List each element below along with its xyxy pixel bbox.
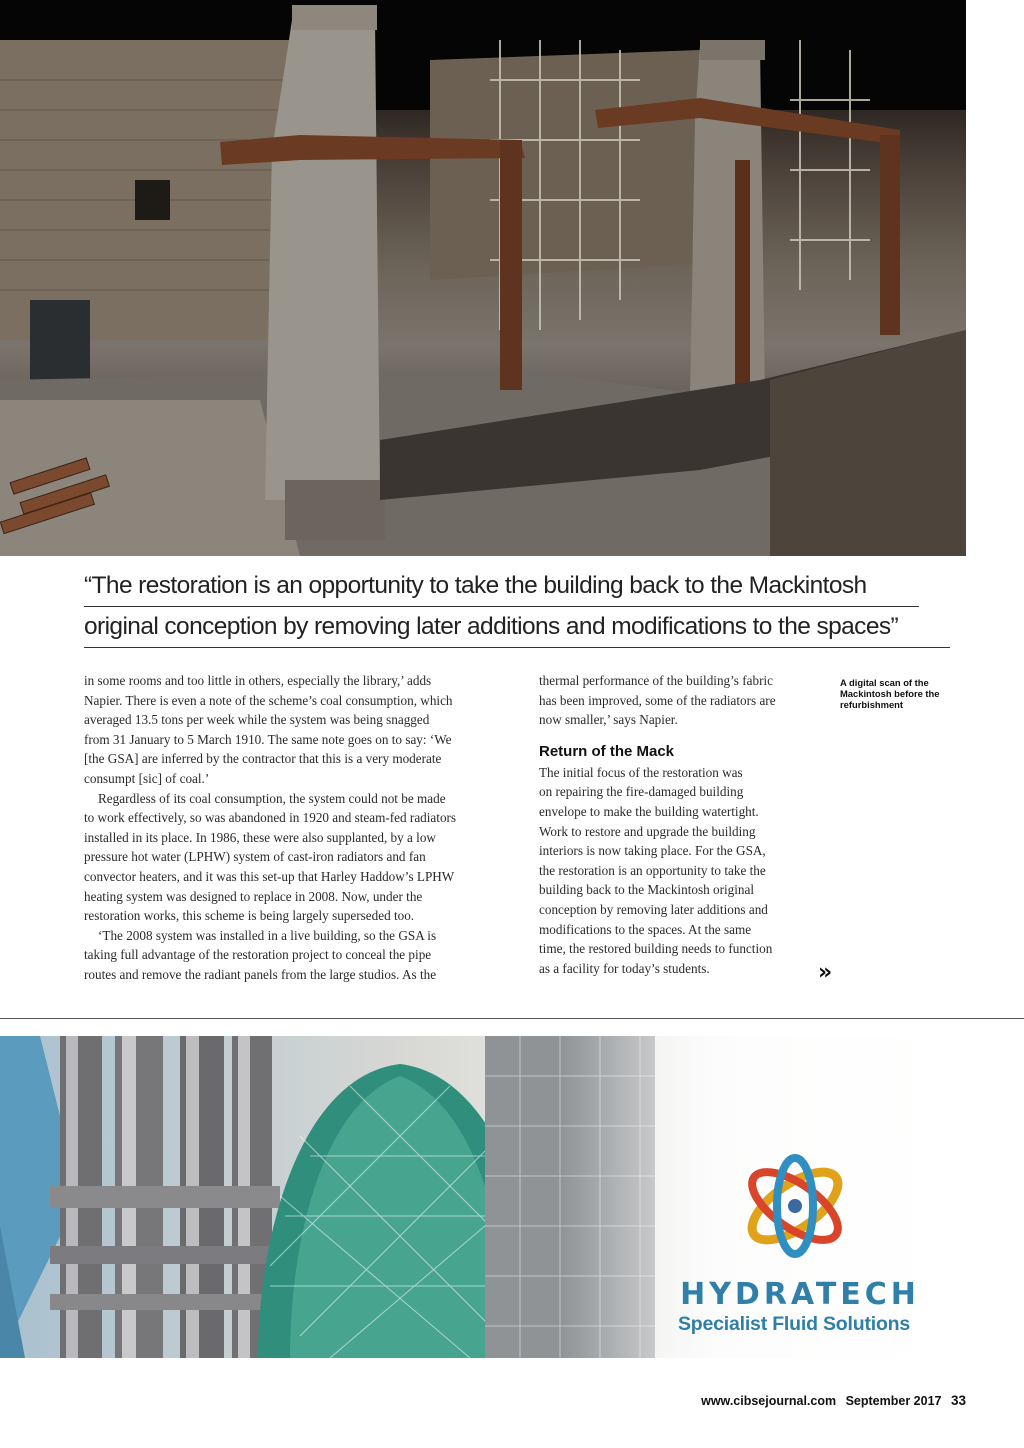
- article-column-1: [84, 671, 516, 985]
- text-line: Work to restore and upgrade the building: [539, 823, 756, 839]
- text-line: Regardless of its coal consumption, the system could not be made: [98, 790, 446, 806]
- text-line: heating system was designed to replace in 2008. Now, under the: [84, 888, 423, 904]
- paragraph: [84, 789, 516, 926]
- text-line: now smaller,’ says Napier.: [539, 712, 678, 728]
- section-heading: Return of the Mack: [539, 742, 675, 760]
- footer-url: www.cibsejournal.com: [701, 1394, 837, 1408]
- paragraph: [539, 671, 815, 730]
- text-line: [the GSA] are inferred by the contractor that this is a very moderate: [84, 751, 442, 767]
- text-line: from 31 January to 5 March 1910. The same note goes on to say: ‘We: [84, 731, 452, 747]
- text-line: modifications to the spaces. At the same: [539, 921, 752, 937]
- text-line: consumpt [sic] of coal.’: [84, 770, 210, 786]
- text-line: interiors is now taking place. For the GSA,: [539, 843, 766, 859]
- building-scan-illustration: [0, 0, 966, 556]
- text-line: envelope to make the building watertight.: [539, 803, 759, 819]
- advert-tagline: Specialist Fluid Solutions: [677, 1313, 911, 1335]
- paragraph: [539, 763, 815, 979]
- text-line: Napier. There is even a note of the scheme’s coal consumption, which: [84, 692, 453, 708]
- footer-date: September 2017: [845, 1394, 942, 1408]
- continue-arrow-icon: »: [818, 960, 833, 985]
- text-line: in some rooms and too little in others, especially the library,’ adds: [84, 673, 432, 688]
- article-column-2: [539, 671, 815, 978]
- text-line: the restoration is an opportunity to take the: [539, 862, 766, 878]
- text-line: taking full advantage of the restoration project to conceal the pipe: [84, 947, 432, 963]
- text-line: as a facility for today’s students.: [539, 960, 710, 976]
- text-line: ‘The 2008 system was installed in a live building, so the GSA is: [98, 927, 437, 943]
- pull-quote: [84, 566, 954, 648]
- text-line: The initial focus of the restoration was: [539, 764, 743, 780]
- text-line: installed in its place. In 1986, these were also supplanted, by a low: [84, 829, 436, 845]
- hero-photo: [0, 0, 966, 556]
- text-line: building back to the Mackintosh original: [539, 882, 754, 898]
- text-line: restoration works, this scheme is being largely superseded too.: [84, 908, 415, 924]
- pull-quote-line-1: “The restoration is an opportunity to take the building back to the Mackintosh: [84, 566, 919, 607]
- text-line: conception by removing later additions and: [539, 901, 768, 917]
- text-line: convector heaters, and it was this set-up that Harley Haddow’s LPHW: [84, 868, 455, 884]
- paragraph: [84, 926, 516, 985]
- text-line: thermal performance of the building’s fabric: [539, 673, 773, 688]
- section-divider: [0, 1018, 1024, 1019]
- page-footer: [560, 1393, 966, 1409]
- advert-brand-name: HYDRATECH: [680, 1277, 920, 1312]
- text-line: to work effectively, so was abandoned in 1920 and steam-fed radiators: [84, 810, 457, 826]
- text-line: time, the restored building needs to function: [539, 941, 773, 957]
- image-caption: A digital scan of the Mackintosh before the refurbishment: [840, 677, 940, 711]
- page-number: 33: [950, 1393, 966, 1408]
- text-line: averaged 13.5 tons per week while the system was being snagged: [84, 712, 430, 728]
- text-line: has been improved, some of the radiators are: [539, 692, 776, 708]
- paragraph: [84, 671, 516, 789]
- atom-rings-logo-icon: [735, 1146, 855, 1266]
- text-line: routes and remove the radiant panels from the large studios. As the: [84, 966, 437, 982]
- pull-quote-line-2: original conception by removing later additions and modifications to the spaces”: [84, 607, 950, 648]
- text-line: pressure hot water (LPHW) system of cast-iron radiators and fan: [84, 849, 426, 865]
- text-line: on repairing the fire-damaged building: [539, 784, 744, 800]
